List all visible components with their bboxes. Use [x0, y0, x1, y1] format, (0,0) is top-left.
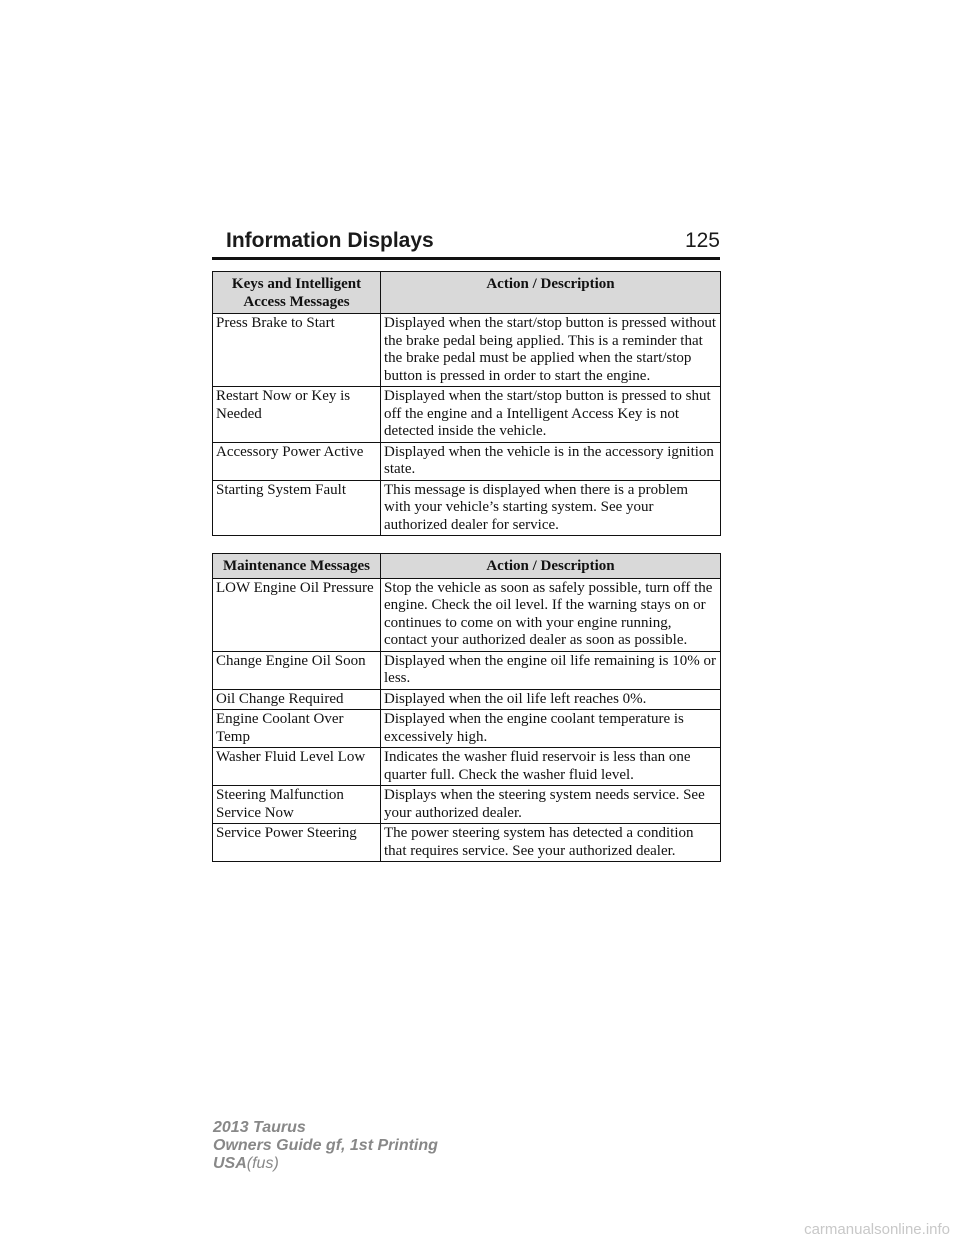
- footer-market-code: USA: [213, 1155, 247, 1172]
- footer-model: 2013 Taurus: [213, 1119, 306, 1136]
- footer-edition: Owners Guide gf, 1st Printing: [213, 1137, 438, 1154]
- description-cell: Displayed when the engine coolant temperature is excessively high.: [381, 710, 721, 748]
- column-header-description: Action / Description: [381, 554, 721, 579]
- description-cell: Displayed when the start/stop button is pressed to shut off the engine and a Intelligent Access Key is not detected inside the vehicle.: [381, 387, 721, 443]
- message-cell: Accessory Power Active: [213, 442, 381, 480]
- column-header-description: Action / Description: [381, 272, 721, 314]
- header-rule: [212, 257, 720, 260]
- footer-market-suffix: (fus): [246, 1155, 279, 1172]
- description-cell: Indicates the washer fluid reservoir is less than one quarter full. Check the washer fluid level.: [381, 748, 721, 786]
- table-header-row: [213, 554, 721, 579]
- column-header-message: Maintenance Messages: [213, 554, 381, 579]
- table-row: [213, 442, 721, 480]
- description-cell: Displayed when the start/stop button is pressed without the brake pedal being applied. This is a reminder that the brake pedal must be applied when the start/stop button is pressed in order to start the engine.: [381, 314, 721, 387]
- description-cell: Displayed when the engine oil life remaining is 10% or less.: [381, 651, 721, 689]
- description-cell: This message is displayed when there is a problem with your vehicle’s starting system. See your authorized dealer for service.: [381, 480, 721, 536]
- description-cell: Stop the vehicle as soon as safely possible, turn off the engine. Check the oil level. If the warning stays on or continues to come on with your engine running, contact your authorized dealer as soon as possible.: [381, 578, 721, 651]
- message-cell: Service Power Steering: [213, 824, 381, 862]
- keys-messages-table: [212, 271, 721, 536]
- table-header-row: [213, 272, 721, 314]
- maintenance-messages-table: [212, 553, 721, 862]
- table-row: [213, 387, 721, 443]
- column-header-message: Keys and Intelligent Access Messages: [213, 272, 381, 314]
- table-row: [213, 710, 721, 748]
- description-cell: Displays when the steering system needs service. See your authorized dealer.: [381, 786, 721, 824]
- description-cell: Displayed when the oil life left reaches 0%.: [381, 689, 721, 710]
- page-number: 125: [684, 229, 720, 252]
- message-cell: Press Brake to Start: [213, 314, 381, 387]
- message-cell: LOW Engine Oil Pressure: [213, 578, 381, 651]
- footer-market: [213, 1155, 438, 1173]
- section-title: Information Displays: [226, 229, 434, 252]
- message-cell: Engine Coolant Over Temp: [213, 710, 381, 748]
- message-cell: Washer Fluid Level Low: [213, 748, 381, 786]
- message-cell: Starting System Fault: [213, 480, 381, 536]
- description-cell: Displayed when the vehicle is in the accessory ignition state.: [381, 442, 721, 480]
- message-cell: Steering Malfunction Service Now: [213, 786, 381, 824]
- watermark: carmanualsonline.info: [804, 1221, 950, 1238]
- message-cell: Restart Now or Key is Needed: [213, 387, 381, 443]
- table-row: [213, 651, 721, 689]
- table-row: [213, 578, 721, 651]
- message-cell: Oil Change Required: [213, 689, 381, 710]
- page-header: [212, 226, 720, 260]
- table-row: [213, 824, 721, 862]
- table-row: [213, 786, 721, 824]
- message-cell: Change Engine Oil Soon: [213, 651, 381, 689]
- table-row: [213, 480, 721, 536]
- table-row: [213, 689, 721, 710]
- description-cell: The power steering system has detected a condition that requires service. See your authorized dealer.: [381, 824, 721, 862]
- table-row: [213, 748, 721, 786]
- table-row: [213, 314, 721, 387]
- print-footer: [213, 1119, 438, 1173]
